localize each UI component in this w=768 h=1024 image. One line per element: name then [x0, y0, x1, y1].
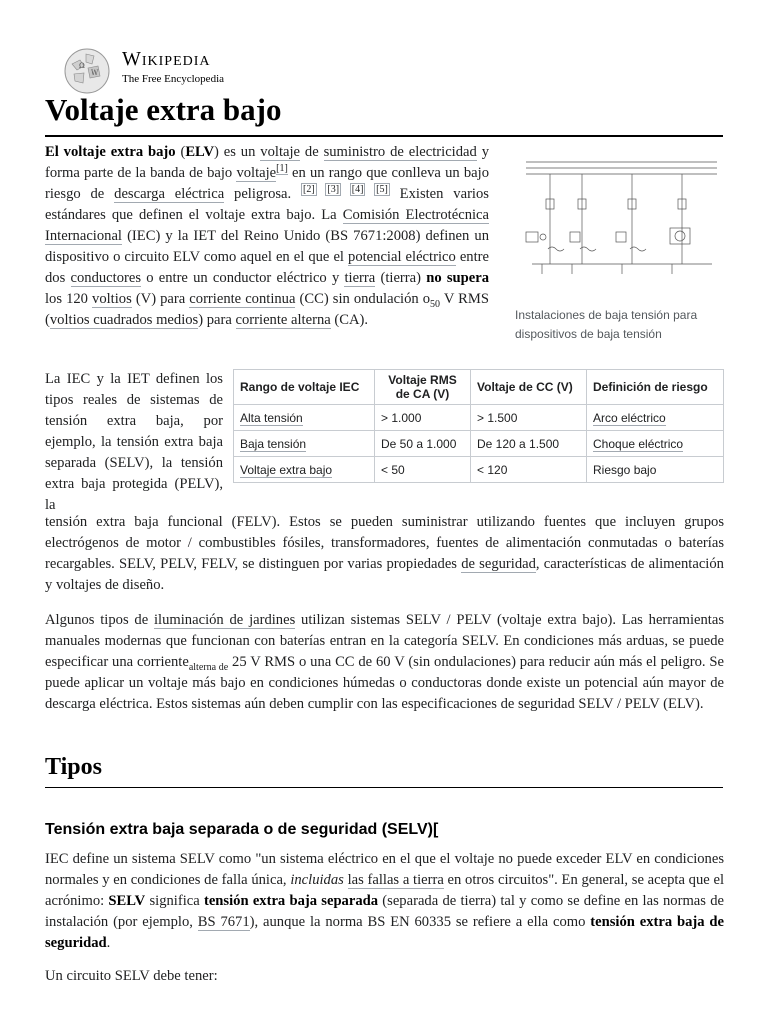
table-row	[234, 431, 724, 457]
table-cell: > 1.000	[375, 405, 471, 431]
lighting-paragraph: Algunos tipos de iluminación de jardines utilizan sistemas SELV / PELV (voltaje extra bajo). Las herramientas manuales modernas que funcionan con baterías entran en la categoría SELV. En condiciones más arduas, se puede especificar una corriente$_{alterna de}$ 25 V RMS o una CC de 60 V (sin ondulaciones) para reducir aún más el peligro. Se puede aplicar un voltaje más bajo en condiciones húmedas o conductoras donde existe un potencial aún mayor de descarga eléctrica. Estos sistemas aún deben cumplir con las especificaciones de seguridad SELV / PELV (ELV).	[45, 612, 725, 712]
link-seguridad[interactable]: de seguridad	[461, 556, 536, 572]
table-cell: < 120	[471, 457, 587, 483]
table-cell-link[interactable]: Alta tensión	[240, 410, 303, 425]
wikipedia-globe-logo[interactable]	[62, 46, 112, 96]
section-heading-tipos: Tipos	[45, 754, 102, 780]
svg-text:Ω: Ω	[79, 62, 85, 70]
table-header: Voltaje de CC (V)	[471, 370, 587, 405]
table-cell: < 50	[375, 457, 471, 483]
link-corriente-alterna[interactable]: corriente alterna	[235, 312, 331, 328]
link-corriente-continua[interactable]: corriente continua	[189, 291, 296, 307]
link-potencial[interactable]: potencial eléctrico	[348, 249, 456, 265]
table-row	[234, 457, 724, 483]
iec-paragraph: La IEC y la IET definen los tipos reales de sistemas de tensión extra baja, por ejemplo, la tensión extra baja separada (SELV), la tensión extra baja protegida (PELV), la	[45, 371, 223, 513]
link-voltaje-2[interactable]: voltaje	[236, 165, 277, 181]
link-iluminacion[interactable]: iluminación de jardines	[154, 612, 296, 628]
felv-paragraph: tensión extra baja funcional (FELV). Estos se pueden suministrar utilizando fuentes que incluyen grupos electrógenos de motor / combustibles fósiles, transformadores, fuentes de alimentación conmutadas o baterías recargables. SELV, PELV, FELV, se distinguen por varias propiedades de seguridad, características de alimentación y voltajes de diseño.	[45, 514, 724, 593]
ref-1[interactable]: [1]	[276, 163, 288, 175]
ref-3[interactable]: [3]	[327, 184, 340, 196]
selv-definition-paragraph: IEC define un sistema SELV como "un sistema eléctrico en el que el voltaje no puede exceder ELV en condiciones normales y en condiciones de falla única, incluidas las fallas a tierra en otros circuitos". En general, se acepta que el acrónimo: SELV significa tensión extra baja separada (separada de tierra) tal y como se define en las normas de instalación (por ejemplo, BS 7671), aunque la norma BS EN 60335 se refiere a ella como tensión extra baja de seguridad.	[45, 851, 725, 951]
table-header: Rango de voltaje IEC	[234, 370, 375, 405]
wiring-diagram-figure[interactable]	[512, 154, 723, 304]
table-cell: > 1.500	[471, 405, 587, 431]
abbr-bold: ELV	[185, 144, 214, 160]
link-fallas-tierra[interactable]: las fallas a tierra	[347, 872, 444, 888]
ref-5[interactable]: [5]	[376, 184, 388, 196]
tebs-bold: tensión extra baja separada	[203, 893, 379, 909]
table-row	[234, 405, 724, 431]
voltage-range-table	[233, 369, 724, 483]
link-tierra[interactable]: tierra	[344, 270, 376, 286]
link-voltios[interactable]: voltios	[92, 291, 132, 307]
figure-caption: Instalaciones de baja tensión para dispositivos de baja tensión	[515, 308, 698, 341]
selv-bold: SELV	[108, 893, 146, 909]
selv-requirements-intro: Un circuito SELV debe tener:	[45, 968, 218, 984]
title-underline	[45, 135, 723, 137]
table-cell-link[interactable]: Choque eléctrico	[593, 436, 684, 451]
table-cell: De 50 a 1.000	[375, 431, 471, 457]
subsection-heading-selv: Tensión extra baja separada o de seguridad (SELV)[	[45, 821, 439, 838]
ref-2[interactable]: [2]	[303, 184, 315, 196]
link-voltaje[interactable]: voltaje	[260, 144, 301, 160]
no-supera-bold: no supera	[426, 270, 489, 286]
table-cell: De 120 a 1.500	[471, 431, 587, 457]
link-vcm[interactable]: voltios cuadrados medios	[49, 312, 199, 328]
ref-4[interactable]: [4]	[351, 184, 364, 196]
link-descarga-electrica[interactable]: descarga eléctrica	[114, 186, 225, 202]
link-conductores[interactable]: conductores	[70, 270, 142, 286]
page-title: Voltaje extra bajo	[45, 92, 282, 127]
table-cell-link[interactable]: Baja tensión	[240, 436, 307, 451]
table-header-row	[234, 370, 724, 405]
link-suministro[interactable]: suministro de electricidad	[323, 144, 477, 160]
wikipedia-wordmark: Wikipedia	[122, 48, 211, 70]
section-underline	[45, 787, 723, 788]
intro-paragraph: El voltaje extra bajo (ELV) es un voltaje de suministro de electricidad y forma parte de la banda de bajo voltaje[1] en un rango que conlleva un bajo riesgo de descarga eléctrica peligrosa. [2] [3] [4] [5] Existen varios estándares que definen el voltaje extra bajo. La Comisión Electrotécnica Internacional (IEC) y la IET del Reino Unido (BS 7671:2008) definen un dispositivo o circuito ELV como aquel en el que el potencial eléctrico entre dos conductores o entre un conductor eléctrico y tierra (tierra) no supera los 120 voltios (V) para corriente continua (CC) sin ondulación $o_{50}$ V RMS (voltios cuadrados medios) para corriente alterna (CA).	[45, 144, 490, 328]
table-header: Definición de riesgo	[587, 370, 724, 405]
term-bold: El voltaje extra bajo	[45, 144, 176, 160]
table-cell-link[interactable]: Voltaje extra bajo	[240, 462, 333, 477]
wikipedia-tagline: The Free Encyclopedia	[122, 73, 225, 85]
table-cell-link[interactable]: Arco eléctrico	[593, 410, 666, 425]
link-comision[interactable]: Comisión Electrotécnica Internacional	[45, 207, 489, 244]
table-cell: Riesgo bajo	[587, 457, 724, 483]
tebseg-bold: tensión extra baja de seguridad	[45, 914, 725, 951]
svg-text:W: W	[91, 69, 99, 77]
link-bs-7671[interactable]: BS 7671	[197, 914, 250, 930]
table-header: Voltaje RMS de CA (V)	[375, 370, 471, 405]
